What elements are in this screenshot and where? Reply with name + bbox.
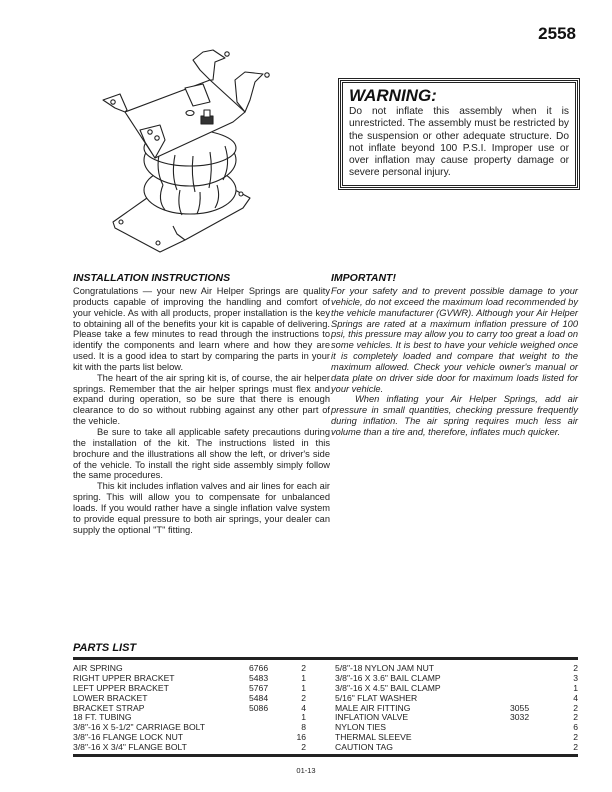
part-name: LEFT UPPER BRACKET [73,682,169,693]
warning-title: WARNING: [349,86,437,105]
parts-row [73,694,578,704]
part-quantity: 6 [573,722,578,733]
parts-row [73,704,578,714]
parts-row [73,743,578,753]
important-title: IMPORTANT! [331,272,396,284]
part-quantity: 2 [573,742,578,753]
warning-text: Do not inflate this assembly when it is unrestricted. The assembly must be restricted by the suspension or other adequate structure. Do not inflate beyond 100 P.S.I. Improper use or over inflation may cause property damage or severe personal injury. [349,106,569,179]
installation-paragraph: The heart of the air spring kit is, of course, the air helper springs. Remember that the air helper springs must flex and expand during operation, so be sure that there is enough clearance to do so without rubbing against any other part of the vehicle. [73,372,330,427]
part-quantity: 2 [573,732,578,743]
part-quantity: 1 [301,672,306,683]
part-quantity: 2 [301,742,306,753]
important-paragraph: When inflating your Air Helper Springs, add air pressure in small quantities, checking pressure frequently during inflation. The air spring requires much less air volume than a tire and, therefore, inflates much quicker. [331,394,578,437]
part-name: 3/8"-16 X 3/4" FLANGE BOLT [73,742,187,753]
part-name: MALE AIR FITTING [335,702,411,713]
part-quantity: 4 [573,692,578,703]
part-quantity: 16 [296,732,306,743]
important-section [331,272,578,438]
part-name: 5/16" FLAT WASHER [335,692,418,703]
part-name: BRACKET STRAP [73,702,145,713]
part-name: INFLATION VALVE [335,712,409,723]
part-number: 6766 [249,663,269,673]
part-quantity: 2 [573,663,578,673]
part-name: LOWER BRACKET [73,692,148,703]
installation-paragraph: This kit includes inflation valves and air lines for each air spring. This will allow you to compensate for unbalanced loads. If you would rather have a single inflation valve system to provide equal pressure to both air springs, your dealer can supply the optional "T" fitting. [73,481,330,535]
footer-code: 01-13 [296,766,316,775]
air-spring-assembly-illustration [85,40,295,260]
part-quantity: 4 [301,702,306,713]
divider [73,657,578,660]
part-quantity: 1 [301,712,306,723]
part-quantity: 3 [573,672,578,683]
part-name: CAUTION TAG [335,742,393,753]
parts-list-title: PARTS LIST [73,642,137,654]
parts-list-table [73,664,578,753]
part-quantity: 1 [573,682,578,693]
part-quantity: 2 [301,663,306,673]
part-name: 3/8"-16 X 4.5" BAIL CLAMP [335,682,441,693]
part-number: 3055 [510,702,530,713]
installation-paragraph: Congratulations — your new Air Helper Springs are quality products capable of improving the handling and comfort of your vehicle. As with all products, proper installation is the key to obtaining all of the benefits your kit is capable of delivering. Please take a few minutes to read through the instructions to identify the components and learn where and how they are used. It is a good idea to start by comparing the parts in your kit with the parts list below. [73,286,330,372]
part-name: 18 FT. TUBING [73,712,132,723]
part-name: THERMAL SLEEVE [335,732,412,743]
part-quantity: 1 [301,682,306,693]
part-quantity: 2 [573,712,578,723]
part-quantity: 8 [301,722,306,733]
part-name: 3/8"-16 FLANGE LOCK NUT [73,732,184,743]
part-number: 3032 [510,712,530,723]
parts-row [73,684,578,694]
part-number: 5767 [249,682,269,693]
part-name: AIR SPRING [73,663,123,673]
divider [73,754,578,757]
part-name: NYLON TIES [335,722,386,733]
warning-box [340,80,578,188]
part-name: 5/8"-18 NYLON JAM NUT [335,663,435,673]
part-quantity: 2 [301,692,306,703]
important-paragraph: For your safety and to prevent possible damage to your vehicle, do not exceed the maximum load recommended by the vehicle manufacturer (GVWR). Although your Air Helper Springs are rated at a maximum inflation pressure of 100 psi, this pressure may allow you to carry too great a load on some vehicles. It is best to have your vehicle weighed once it is completely loaded and compare that weight to the maximum allowed. Check your vehicle owner's manual or data plate on driver side door for maximum loads listed for your vehicle. [331,286,578,394]
part-name: 3/8"-16 X 5-1/2" CARRIAGE BOLT [73,722,206,733]
part-number: 5484 [249,692,269,703]
installation-instructions-section [73,272,330,535]
document-number: 2558 [538,24,576,43]
installation-title: INSTALLATION INSTRUCTIONS [73,272,231,284]
part-number: 5483 [249,672,269,683]
part-name: 3/8"-16 X 3.6" BAIL CLAMP [335,672,441,683]
installation-paragraph: Be sure to take all applicable safety precautions during the installation of the kit. The instructions listed in this brochure and the illustrations all show the left, or driver's side of the vehicle. To install the right side assembly simply follow the same procedures. [73,426,330,481]
part-quantity: 2 [573,702,578,713]
part-name: RIGHT UPPER BRACKET [73,672,175,683]
part-number: 5086 [249,702,269,713]
